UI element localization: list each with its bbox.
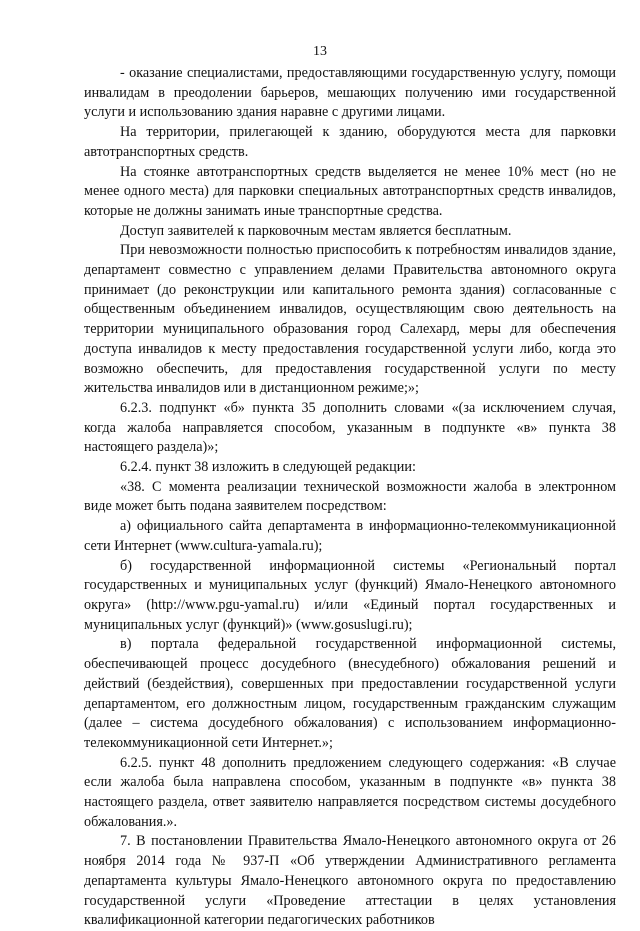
- paragraph: На стоянке автотранспортных средств выделяется не менее 10% мест (но не менее одного места) для парковки специальных автотранспортных средств инвалидов, которые не должны занимать иные транспортные средства.: [84, 163, 616, 219]
- paragraph: в) портала федеральной государственной информационной системы, обеспечивающей процесс досудебного (внесудебного) обжалования решений и действий (бездействия), совершенных при предоставлении государственной услуги департаментом, его должностным лицом, государственным гражданским служащим (далее – система досудебного обжалования) с использованием информационно-телекоммуникационной сети Интернет.»;: [84, 636, 616, 751]
- paragraph: 6.2.5. пункт 48 дополнить предложением следующего содержания: «В случае если жалоба была направлена способом, указанным в подпункте «в» пункта 38 настоящего раздела, ответ заявителю направляется посредством системы досудебного обжалования.».: [84, 754, 616, 830]
- paragraph: При невозможности полностью приспособить к потребностям инвалидов здание, департамент совместно с управлением делами Правительства автономного округа принимает (до реконструкции или капитального ремонта здания) согласованные с общественным объединением инвалидов, осуществляющим свою деятельность на территории муниципального образования город Салехард, меры для обеспечения доступа инвалидов к месту предоставления государственной услуги либо, когда это возможно обеспечить, для предоставления государственной услуги по месту жительства инвалидов или в дистанционном режиме;»;: [84, 242, 616, 397]
- paragraph: Доступ заявителей к парковочным местам является бесплатным.: [120, 222, 512, 239]
- paragraph: 7. В постановлении Правительства Ямало-Ненецкого автономного округа от 26 ноября 2014 года № 937-П «Об утверждении Административного регламента департамента культуры Ямало-Ненецкого автономного округа по предоставлению государственной услуги «Проведение аттестации в целях установления квалификационной категории педагогических работников: [84, 833, 616, 929]
- paragraph: б) государственной информационной системы «Региональный портал государственных и муниципальных услуг (функций) Ямало-Ненецкого автономного округа» (http://www.pgu-yamal.ru) и/или «Единый портал государственных и муниципальных услуг (функций)» (www.gosuslugi.ru);: [84, 557, 616, 633]
- paragraph: На территории, прилегающей к зданию, оборудуются места для парковки автотранспортных средств.: [84, 124, 616, 160]
- document-body: [84, 64, 616, 931]
- paragraph: - оказание специалистами, предоставляющими государственную услугу, помощи инвалидам в преодолении барьеров, мешающих получению ими государственной услуги и использованию здания наравне с другими лицами.: [84, 65, 616, 121]
- paragraph: 6.2.3. подпункт «б» пункта 35 дополнить словами «(за исключением случая, когда жалоба направляется способом, указанным в подпункте «в» пункта 38 настоящего раздела)»;: [84, 399, 616, 456]
- paragraph: «38. С момента реализации технической возможности жалоба в электронном виде может быть подана заявителем посредством:: [84, 478, 616, 515]
- paragraph: 6.2.4. пункт 38 изложить в следующей редакции:: [120, 459, 416, 476]
- page-number: 13: [313, 44, 327, 59]
- paragraph: а) официального сайта департамента в информационно-телекоммуникационной сети Интернет (www.cultura-yamala.ru);: [84, 518, 616, 554]
